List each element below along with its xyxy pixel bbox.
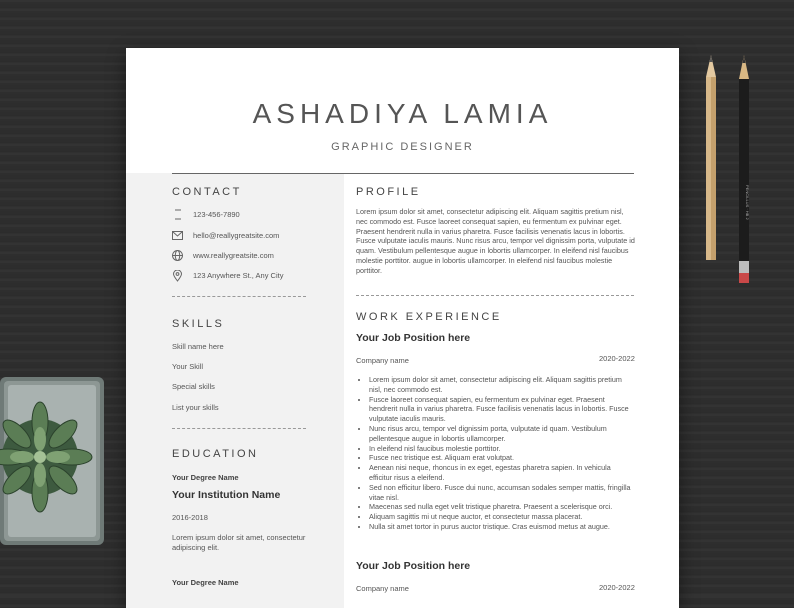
list-item: • Sed non efficitur libero. Fusce dui nunc, accumsan sodales semper mattis, fringilla vitae nisl. xyxy=(369,483,634,503)
skill-item: List your skills xyxy=(172,403,219,412)
location-pin-icon xyxy=(172,270,183,281)
wooden-pencil xyxy=(704,55,718,260)
contact-heading: CONTACT xyxy=(172,186,242,198)
list-item: • Lorem ipsum dolor sit amet, consectetur adipiscing elit. Aliquam sagittis pretium nisl, nec commodo est. xyxy=(369,375,634,395)
list-item: • Nunc risus arcu, tempor vel dignissim porta, vulputate id quam. Vestibulum pellentesque augue in lobortis ullamcorper. xyxy=(369,424,634,444)
education-description: Lorem ipsum dolor sit amet, consectetur adipiscing elit. xyxy=(172,533,306,552)
globe-icon xyxy=(172,250,183,261)
contact-website xyxy=(172,250,274,261)
experience-heading: WORK EXPERIENCE xyxy=(356,311,502,323)
list-item: • Nulla sit amet tortor in purus auctor tristique. Cras euismod metus at augue. xyxy=(369,522,634,532)
list-item: • Fusce nec tristique est. Aliquam erat volutpat. xyxy=(369,453,634,463)
skill-item: Special skills xyxy=(172,382,215,391)
resume-title: GRAPHIC DESIGNER xyxy=(331,141,474,153)
resume-page xyxy=(126,48,679,608)
profile-heading: PROFILE xyxy=(356,186,421,198)
education-degree: Your Degree Name xyxy=(172,473,239,482)
job-responsibilities xyxy=(356,375,634,532)
education-institution: Your Institution Name xyxy=(172,489,281,501)
job-position-2: Your Job Position here xyxy=(356,560,471,572)
contact-address xyxy=(172,270,283,281)
header-divider xyxy=(172,173,634,174)
list-item: • Aenean nisi neque, rhoncus in ex eget, egestas pharetra sapien. In vehicula efficitur risus a eleifend. xyxy=(369,463,634,483)
list-item: • Fusce laoreet consequat sapien, eu fermentum ex pulvinar eget. Praesent hendrerit nulla in varius pharetra. Fusce facilisis venenatis lacus in lobortis. Fusce vulputate iaculis mauris. xyxy=(369,395,634,424)
contact-email-text: hello@reallygreatsite.com xyxy=(193,231,280,240)
list-item: • In eleifend nisl faucibus molestie porttitor. xyxy=(369,444,634,454)
skill-item: Your Skill xyxy=(172,362,203,371)
profile-divider xyxy=(356,295,634,296)
black-pencil xyxy=(737,55,751,283)
skills-heading: SKILLS xyxy=(172,318,225,330)
contact-address-text: 123 Anywhere St., Any City xyxy=(193,271,284,280)
contact-phone xyxy=(172,209,240,220)
education-years: 2016-2018 xyxy=(172,513,208,522)
job-company: Company name xyxy=(356,356,409,365)
job-position: Your Job Position here xyxy=(356,332,471,344)
education-degree-2: Your Degree Name xyxy=(172,578,239,587)
job-years: 2020-2022 xyxy=(599,354,635,363)
profile-text: Lorem ipsum dolor sit amet, consectetur adipiscing elit. Aliquam sagittis pretium nisl, nec commodo est. Fusce laoreet consequat sapien, eu fermentum ex pulvinar eget. Praesent hendrerit nulla in varius pharetra. Fusce facilisis venenatis lacus in lobortis. Fusce vulputate iaculis mauris. Nunc risus arcu, tempor vel dignissim porta, vulputate id quam. Vestibulum pellentesque augue in lobortis ullamcorper. In eleifend nisl faucibus molestie porttitor. augue in lobortis ullamcorper. In eleifend nisl faucibus molestie porttitor. xyxy=(356,207,635,275)
list-item: • Aliquam sagittis mi ut neque auctor, et consectetur massa placerat. xyxy=(369,512,634,522)
list-item: • Maecenas sed nulla eget velit tristique pharetra. Praesent a scelerisque orci. xyxy=(369,502,634,512)
contact-website-text: www.reallygreatsite.com xyxy=(193,251,274,260)
skills-divider xyxy=(172,428,306,429)
succulent-plant-pot xyxy=(0,377,106,545)
pencil-label: PENCILLUS · HB 2 xyxy=(745,185,750,220)
contact-email xyxy=(172,230,279,241)
contact-phone-text: 123-456-7890 xyxy=(193,210,240,219)
education-heading: EDUCATION xyxy=(172,448,259,460)
skill-item: Skill name here xyxy=(172,342,224,351)
resume-name: ASHADIYA LAMIA xyxy=(252,98,553,129)
envelope-icon xyxy=(172,230,183,241)
phone-icon xyxy=(172,209,183,220)
job-company-2: Company name xyxy=(356,584,409,593)
job-years-2: 2020-2022 xyxy=(599,583,635,592)
contact-divider xyxy=(172,296,306,297)
